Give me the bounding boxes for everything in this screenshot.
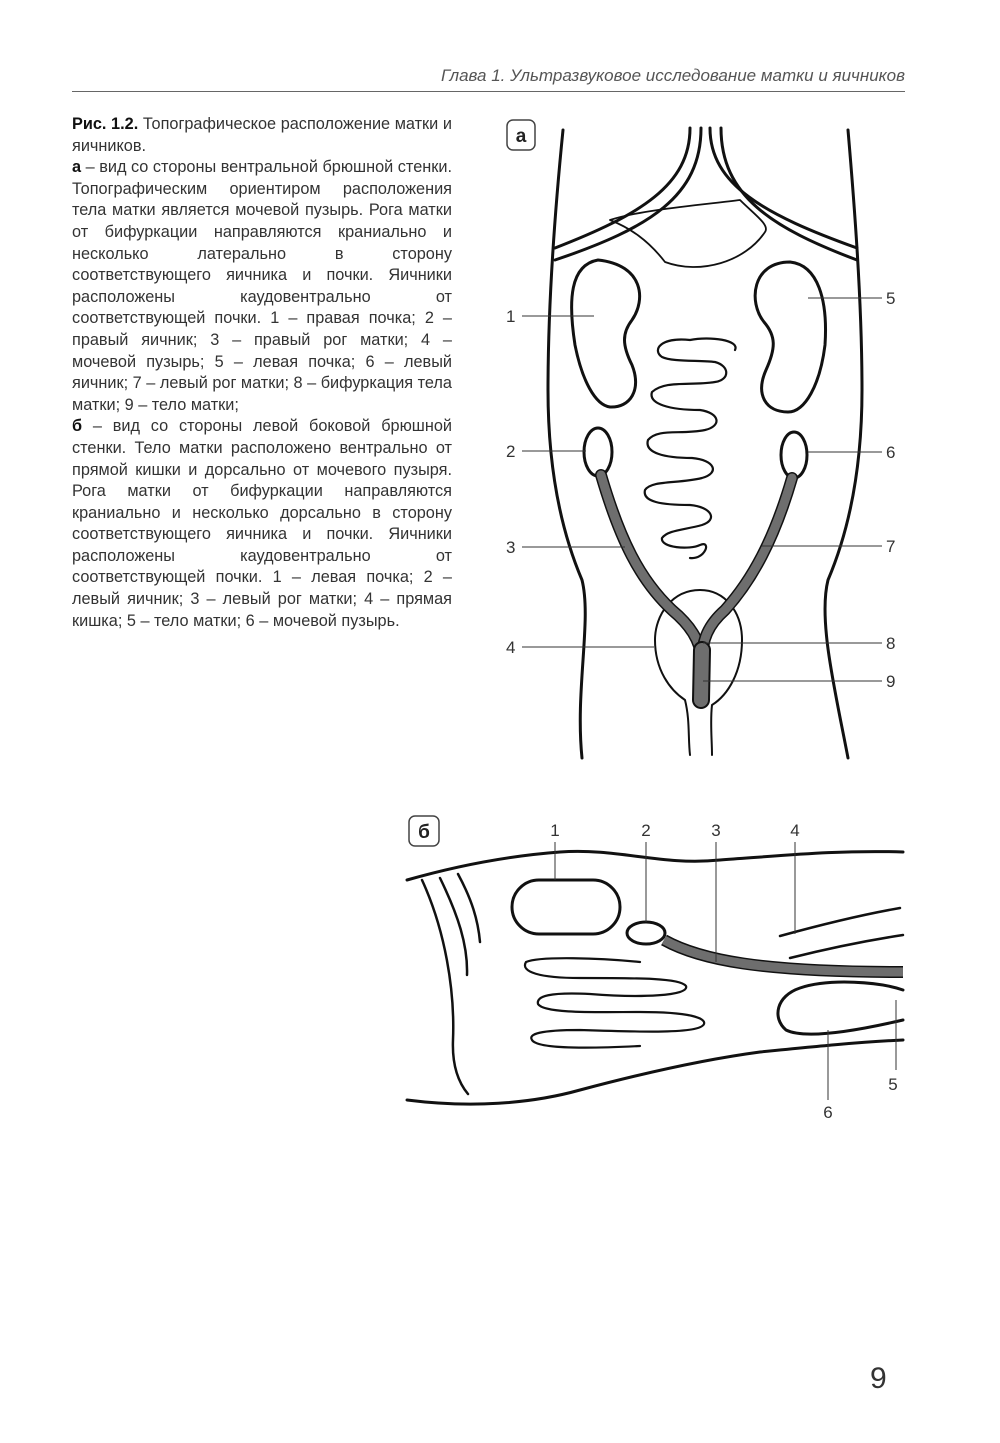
ventral-contour bbox=[407, 1040, 903, 1104]
label-b-1: 1 bbox=[550, 821, 560, 840]
panel-b-letter: б bbox=[418, 822, 430, 843]
part-b-letter: б bbox=[72, 417, 83, 436]
right-ovary bbox=[584, 428, 612, 476]
left-kidney bbox=[512, 880, 620, 934]
label-b-4: 4 bbox=[790, 821, 800, 840]
thigh-line-2 bbox=[440, 878, 467, 975]
label-b-6: 6 bbox=[823, 1103, 833, 1122]
label-a-8: 8 bbox=[886, 634, 896, 653]
part-a-letter: а bbox=[72, 158, 82, 177]
label-a-9: 9 bbox=[886, 672, 896, 691]
label-a-3: 3 bbox=[506, 538, 516, 557]
part-b-text: – вид со стороны левой боковой брюшной стенки. Тело матки расположено вентрально от прямой кишки и дорсально от мочевого пузыря. Рога матки от бифуркации направляются краниально и несколько дорсально в сторону соответствующего яичника и почки. Яичники расположены каудовентрально от соответствующей почки. 1 – левая почка; 2 – левый яичник; 3 – левый рог матки; 4 – прямая кишка; 5 – тело матки; 6 – мочевой пузырь. bbox=[72, 417, 452, 630]
figure-caption bbox=[72, 114, 452, 632]
label-a-7: 7 bbox=[886, 537, 896, 556]
figure-label: Рис. 1.2. bbox=[72, 115, 139, 133]
page-number: 9 bbox=[870, 1362, 887, 1395]
rib-left-outer bbox=[710, 128, 857, 248]
label-a-2: 2 bbox=[506, 442, 516, 461]
bladder bbox=[778, 982, 903, 1034]
body-outline-right bbox=[548, 130, 585, 758]
intestine-loops bbox=[645, 338, 736, 558]
part-a-text: – вид со стороны вентральной брюшной стенки. Топографическим ориентиром расположения тела матки является мочевой пузырь. Рога матки от бифуркации направляются краниально и несколько латерально в сторону соответствующего яичника и почки. Яичники расположены каудовентрально от соответствующей почки. 1 – правая почка; 2 – правый яичник; 3 – правый рог матки; 4 – мочевой пузырь; 5 – левая почка; 6 – левый яичник; 7 – левый рог матки; 8 – бифуркация тела матки; 9 – тело матки; bbox=[72, 158, 452, 414]
left-ovary bbox=[627, 922, 665, 944]
rib-right-outer bbox=[555, 128, 690, 248]
dorsal-contour bbox=[407, 851, 903, 880]
uterus bbox=[601, 475, 792, 700]
right-kidney bbox=[572, 260, 640, 407]
label-b-5: 5 bbox=[888, 1075, 898, 1094]
figure-b-lateral-view bbox=[400, 810, 910, 1130]
rectum-lower bbox=[790, 935, 903, 958]
right-uterine-horn bbox=[601, 475, 702, 660]
label-a-4: 4 bbox=[506, 638, 516, 657]
intestine-loops bbox=[525, 958, 704, 1047]
label-b-2: 2 bbox=[641, 821, 651, 840]
left-uterine-horn bbox=[702, 478, 792, 660]
left-ovary bbox=[781, 432, 807, 478]
figure-title: Топографическое расположение матки и яичников. bbox=[72, 115, 452, 155]
body-outline-left bbox=[825, 130, 862, 758]
label-b-3: 3 bbox=[711, 821, 721, 840]
running-head: Глава 1. Ультразвуковое исследование матки и яичников bbox=[440, 66, 905, 85]
thigh-line-1 bbox=[422, 880, 468, 1094]
header-rule bbox=[72, 91, 905, 92]
rectum-upper bbox=[780, 908, 900, 936]
label-a-6: 6 bbox=[886, 443, 896, 462]
panel-a-letter: а bbox=[515, 126, 527, 147]
figure-a-ventral-view bbox=[495, 115, 915, 775]
label-a-1: 1 bbox=[506, 307, 516, 326]
left-kidney bbox=[755, 262, 825, 412]
label-a-5: 5 bbox=[886, 289, 896, 308]
